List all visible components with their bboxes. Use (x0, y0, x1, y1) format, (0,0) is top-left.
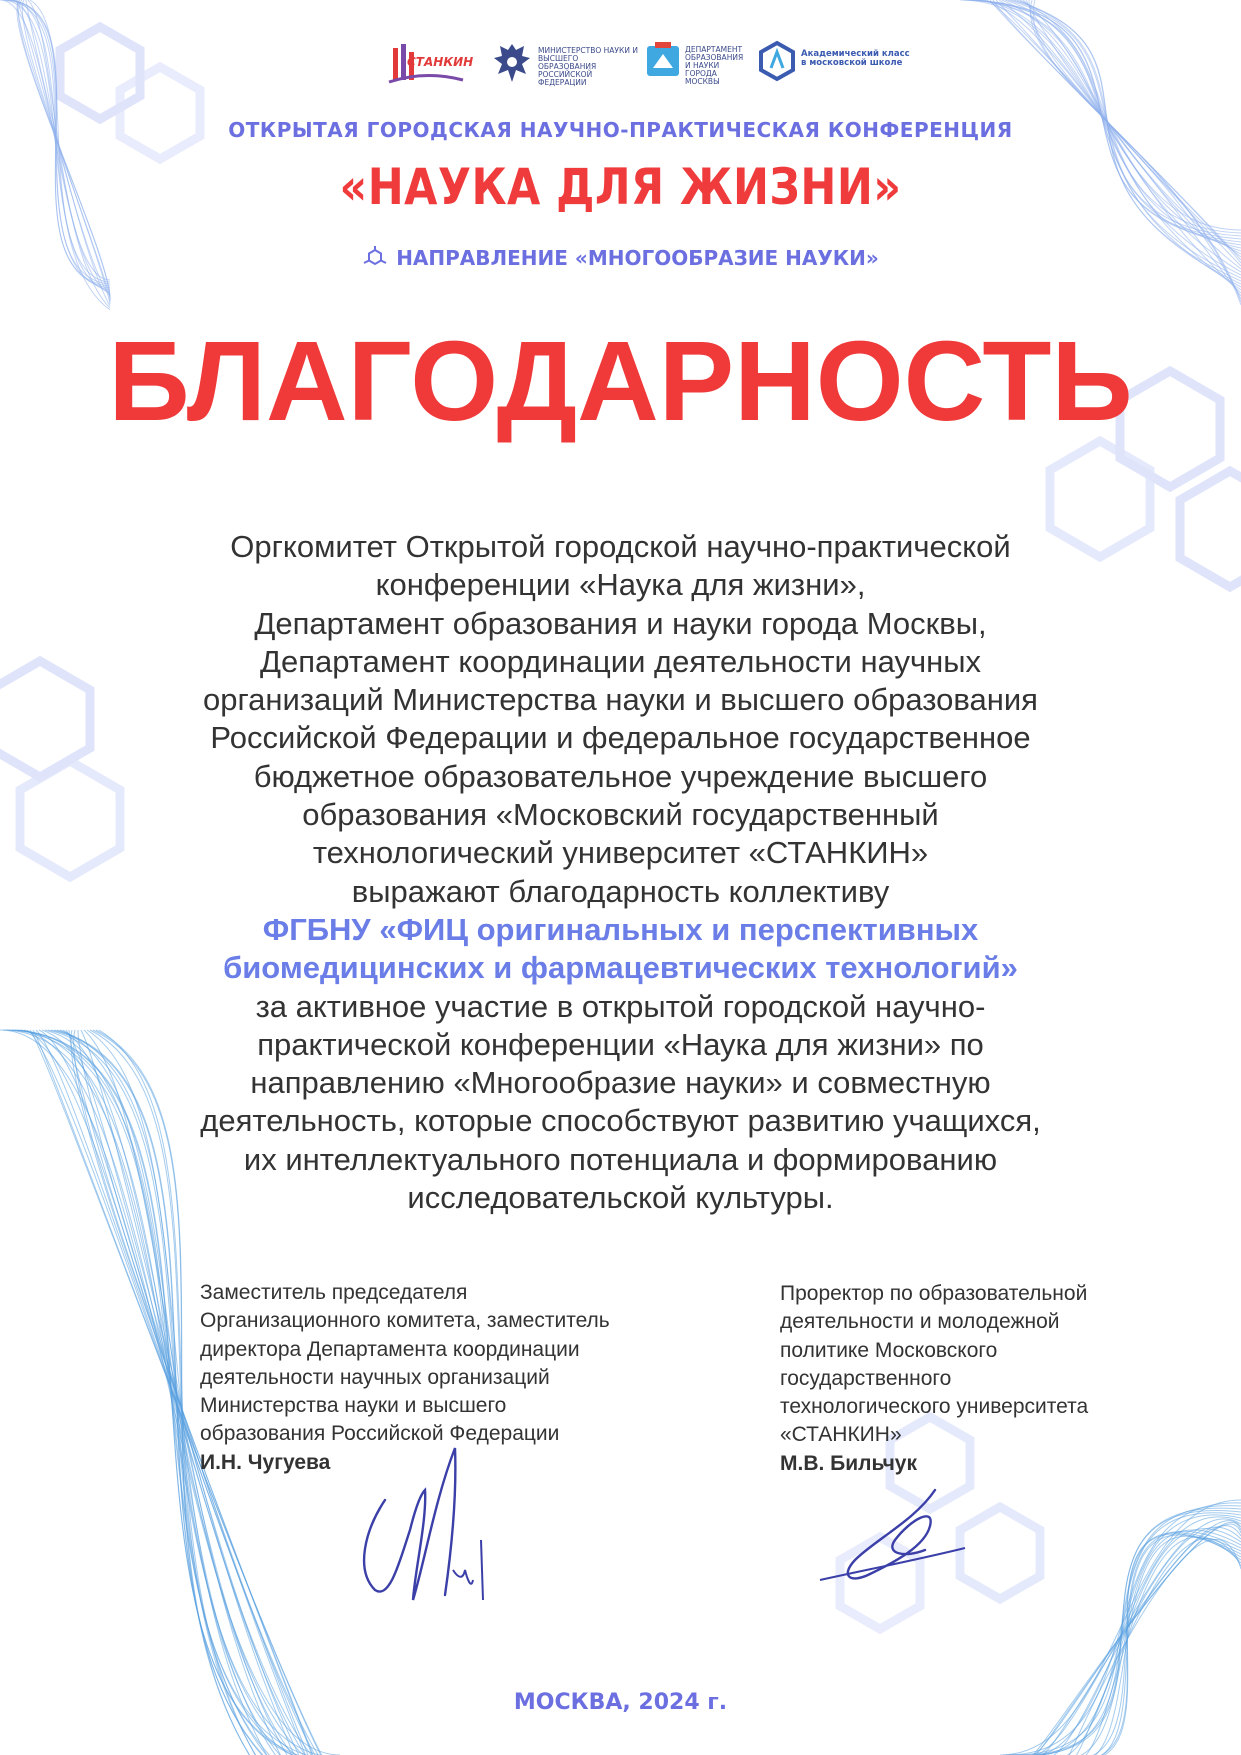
body-line: направлению «Многообразие науки» и совместную (250, 1065, 991, 1101)
direction-text: НАПРАВЛЕНИЕ «МНОГООБРАЗИЕ НАУКИ» (396, 246, 879, 270)
signer-position-line: технологического университета (780, 1395, 1089, 1419)
wave-line (1024, 1519, 1241, 1755)
signer-name: И.Н. Чугуева (200, 1450, 331, 1474)
hexagon-a-icon (757, 40, 797, 82)
left-handwritten-signature (355, 1440, 495, 1610)
logos-row (385, 40, 910, 90)
signer-name: М.В. Бильчук (780, 1451, 917, 1475)
body-line: исследовательской культуры. (407, 1180, 834, 1216)
body-line: Российской Федерации и федеральное государственное (210, 720, 1031, 756)
ministry-logo (490, 40, 640, 90)
stankin-logo-text: СТАНКИН (407, 55, 474, 69)
signer-position-line: деятельности научных организаций (200, 1365, 550, 1389)
body-line: технологический университет «СТАНКИН» (312, 835, 929, 871)
body-line: образования «Московский государственный (302, 797, 939, 833)
body-line: практической конференции «Наука для жизни» по (257, 1026, 984, 1062)
molecule-icon (362, 245, 388, 274)
signer-position-line: образования Российской Федерации (200, 1422, 560, 1446)
body-line: их интеллектуального потенциала и формированию (243, 1141, 998, 1177)
signer-position-line: Заместитель председателя (200, 1281, 468, 1304)
body-line: Оргкомитет Открытой городской научно-практической (230, 529, 1011, 564)
conference-name: «НАУКА ДЛЯ ЖИЗНИ» (339, 158, 902, 216)
body-line: Департамент образования и науки города Москвы, (254, 605, 987, 641)
certificate-heading: БЛАГОДАРНОСТЬ (108, 318, 1133, 444)
body-line: выражают благодарность коллективу (351, 873, 890, 909)
wave-line (1042, 1529, 1241, 1755)
wave-line (1066, 1538, 1241, 1755)
wave-line (1054, 1534, 1241, 1755)
body-line: организаций Министерства науки и высшего образования (203, 682, 1038, 718)
body-line: за активное участие в открытой городской научно- (255, 988, 986, 1024)
wave-line (1033, 1524, 1241, 1755)
body-line: бюджетное образовательное учреждение высшего (253, 758, 988, 794)
body-line: деятельность, которые способствуют развитию учащихся, (200, 1103, 1041, 1139)
body-text (130, 528, 1111, 1217)
signer-position-line: Министерства науки и высшего (200, 1394, 507, 1418)
footer-location-year: МОСКВА, 2024 г. (513, 1690, 728, 1715)
academic-class-logo-text: Академический класс в московской школе (801, 49, 910, 68)
signer-position-line: Проректор по образовательной (780, 1282, 1088, 1305)
signer-position-line: государственного (780, 1366, 952, 1390)
conference-title: ОТКРЫТАЯ ГОРОДСКАЯ НАУЧНО-ПРАКТИЧЕСКАЯ КОНФЕРЕНЦИЯ (228, 118, 1013, 142)
right-signature-block (780, 1280, 1220, 1478)
stankin-logo (385, 40, 474, 90)
signer-position-line: деятельности и молодежной (780, 1310, 1060, 1334)
direction-line (0, 245, 1241, 274)
signer-position-line: политике Московского (780, 1338, 998, 1362)
signer-position-line: директора Департамента координации (200, 1337, 580, 1361)
signer-position-line: Организационного комитета, заместитель (200, 1309, 610, 1333)
body-line: конференции «Наука для жизни», (375, 567, 866, 603)
academic-class-logo (757, 40, 910, 90)
department-logo-text: ДЕПАРТАМЕНТ ОБРАЗОВАНИЯ И НАУКИ ГОРОДА МОСКВЫ (685, 45, 744, 86)
signer-position-line: «СТАНКИН» (780, 1423, 902, 1447)
body-line: Департамент координации деятельности научных (259, 643, 982, 679)
department-logo (645, 40, 745, 90)
recipient-line: ФГБНУ «ФИЦ оригинальных и перспективных (262, 911, 979, 947)
department-emblem-icon (645, 40, 681, 80)
recipient-line: биомедицинских и фармацевтических технологий» (223, 950, 1018, 986)
ministry-logo-text: МИНИСТЕРСТВО НАУКИ И ВЫСШЕГО ОБРАЗОВАНИЯ РОССИЙСКОЙ ФЕДЕРАЦИИ (538, 46, 638, 87)
wave-line (1021, 1517, 1241, 1755)
eagle-emblem-icon (490, 40, 534, 86)
right-handwritten-signature (815, 1450, 975, 1590)
